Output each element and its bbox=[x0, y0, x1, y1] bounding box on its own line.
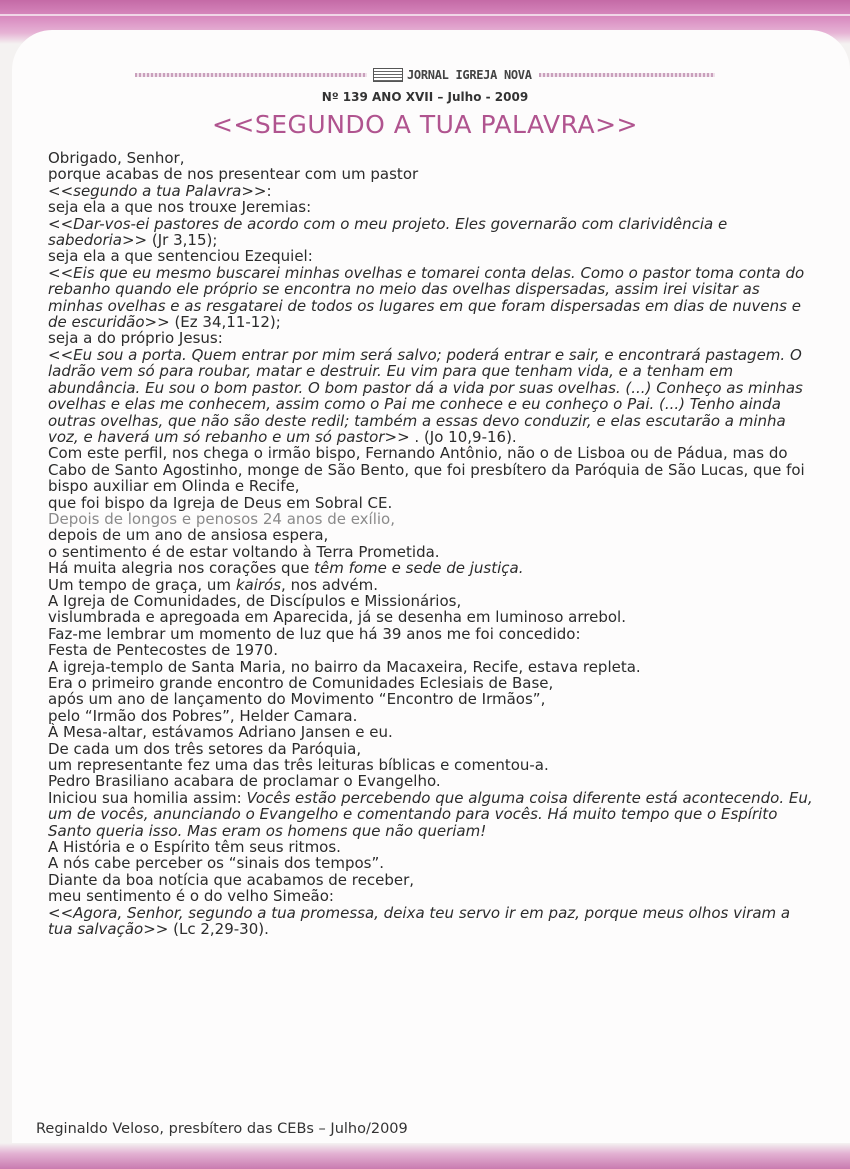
quote-ezequiel: <<Eis que eu mesmo buscarei minhas ovelhas e tomarei conta delas. Como o pastor toma conta do rebanho quando ele próprio se encontra no meio das ovelhas dispersadas, assim irei visitar as minhas ovelhas e as resgatarei de todos os lugares em que foram dispersadas em dias de nuvens e de escuridão>> (Ez 34,11-12); bbox=[48, 263, 805, 332]
paragraph: De cada um dos três setores da Paróquia, bbox=[48, 739, 362, 758]
paragraph: À Mesa-altar, estávamos Adriano Jansen e eu. bbox=[48, 723, 393, 742]
quote-jesus: <<Eu sou a porta. Quem entrar por mim será salvo; poderá entrar e sair, e encontrará pastagem. O ladrão vem só para roubar, matar e destruir. Eu vim para que tenham vida, e a tenham em abundância. Eu sou o bom pastor. O bom pastor dá a vida por suas ovelhas. (...) Conheço as minhas ovelhas e elas me conhecem, assim como o Pai me conhece e eu conheço o Pai. (...) Tenho ainda outras ovelhas, que não são deste redil; também a essas devo conduzir, e elas escutarão a minha voz, e haverá um só rebanho e um só pastor>> . (Jo 10,9-16). bbox=[48, 345, 803, 446]
paragraph: meu sentimento é o do velho Simeão: bbox=[48, 887, 334, 906]
paragraph: seja a do próprio Jesus: bbox=[48, 329, 223, 348]
paragraph: A nós cabe perceber os “sinais dos tempos”. bbox=[48, 854, 385, 873]
paragraph: Era o primeiro grande encontro de Comunidades Eclesiais de Base, bbox=[48, 674, 554, 692]
quote-jeremias: <<Dar-vos-ei pastores de acordo com o meu projeto. Eles governarão com clarividência e sabedoria>> (Jr 3,15); bbox=[48, 214, 728, 250]
journal-logo bbox=[373, 65, 535, 85]
paragraph: Pedro Brasiliano acabara de proclamar o Evangelho. bbox=[48, 772, 441, 791]
paragraph: Diante da boa notícia que acabamos de receber, bbox=[48, 870, 415, 889]
quote-simeao: <<Agora, Senhor, segundo a tua promessa, deixa teu servo ir em paz, porque meus olhos viram a tua salvação>> (Lc 2,29-30). bbox=[48, 903, 791, 939]
paragraph: seja ela a que sentenciou Ezequiel: bbox=[48, 247, 313, 266]
paragraph: seja ela a que nos trouxe Jeremias: bbox=[48, 198, 312, 217]
paragraph: <<segundo a tua Palavra>>: bbox=[48, 181, 272, 200]
paragraph: Festa de Pentecostes de 1970. bbox=[48, 641, 278, 660]
paragraph: Obrigado, Senhor, bbox=[48, 149, 185, 167]
paragraph: que foi bispo da Igreja de Deus em Sobral CE. bbox=[48, 493, 393, 512]
masthead bbox=[135, 66, 715, 84]
paragraph: Depois de longos e penosos 24 anos de exílio, bbox=[48, 509, 396, 528]
paragraph: Faz-me lembrar um momento de luz que há 39 anos me foi concedido: bbox=[48, 624, 581, 643]
paragraph: Um tempo de graça, um kairós, nos advém. bbox=[48, 575, 379, 594]
paragraph: vislumbrada e apregoada em Aparecida, já se desenha em luminoso arrebol. bbox=[48, 608, 626, 627]
issue-line: Nº 139 ANO XVII – Julho - 2009 bbox=[321, 90, 529, 104]
page-title: <<SEGUNDO A TUA PALAVRA>> bbox=[211, 110, 638, 139]
homily-paragraph: Iniciou sua homilia assim: Vocês estão percebendo que alguma coisa diferente está acontecendo. Eu, um de vocês, anunciando o Evangelho e comentando para vocês. Há muito tempo que o Espírito Santo queria isso. Mas eram os homens que não queriam! bbox=[48, 788, 813, 840]
paragraph: A História e o Espírito têm seus ritmos. bbox=[48, 838, 341, 857]
paragraph: após um ano de lançamento do Movimento “Encontro de Irmãos”, bbox=[48, 690, 546, 709]
logo-text: JORNAL IGREJA NOVA bbox=[407, 68, 532, 82]
paragraph: pelo “Irmão dos Pobres”, Helder Camara. bbox=[48, 706, 358, 725]
article-body bbox=[48, 150, 818, 938]
church-logo-icon bbox=[373, 68, 403, 82]
paragraph: depois de um ano de ansiosa espera, bbox=[48, 526, 329, 545]
paragraph: porque acabas de nos presentear com um pastor bbox=[48, 165, 419, 184]
paragraph: A igreja-templo de Santa Maria, no bairro da Macaxeira, Recife, estava repleta. bbox=[48, 657, 641, 676]
masthead-rule-right bbox=[539, 73, 715, 77]
paragraph: um representante fez uma das três leituras bíblicas e comentou-a. bbox=[48, 756, 549, 775]
bottom-decorative-band bbox=[0, 1143, 850, 1169]
masthead-rule-left bbox=[135, 73, 367, 77]
paragraph: o sentimento é de estar voltando à Terra Prometida. bbox=[48, 542, 440, 561]
paragraph: Com este perfil, nos chega o irmão bispo, Fernando Antônio, não o de Lisboa ou de Pádua, mas do Cabo de Santo Agostinho, monge de São Bento, que foi presbítero da Paróquia de São Lucas, que foi bispo auxiliar em Olinda e Recife, bbox=[48, 444, 805, 496]
paragraph: Há muita alegria nos corações que têm fome e sede de justiça. bbox=[48, 559, 524, 578]
paragraph: A Igreja de Comunidades, de Discípulos e Missionários, bbox=[48, 591, 462, 610]
signature: Reginaldo Veloso, presbítero das CEBs – Julho/2009 bbox=[36, 1121, 408, 1137]
